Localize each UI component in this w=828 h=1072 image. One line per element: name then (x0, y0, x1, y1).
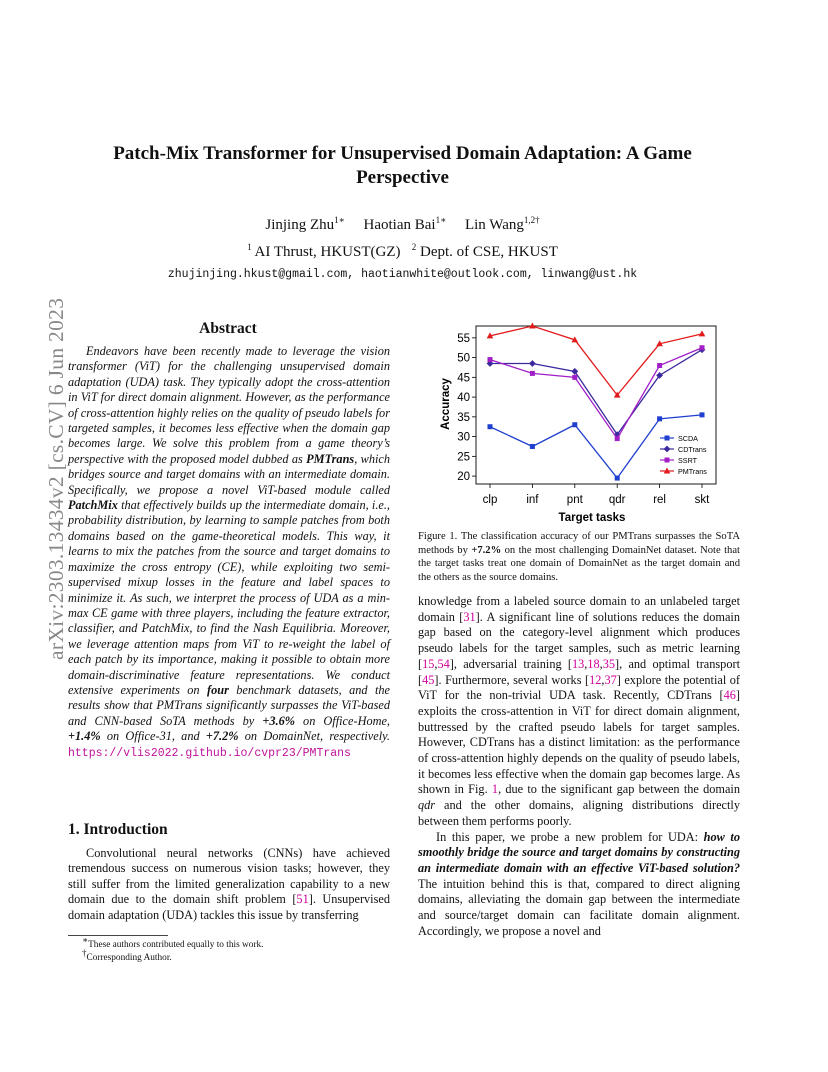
footnotes (68, 934, 390, 965)
y-tick-label: 25 (457, 451, 470, 464)
intro-paragraph: Convolutional neural networks (CNNs) have achieved tremendous success on numerous vision tasks; however, they still suffer from the limited generalization capability to a new domain due to the domain shift problem [51]. Unsupervised domain adaptation (UDA) tackles this issue by transferring (68, 846, 390, 922)
abstract-text-part: , which bridges source and target domains with an intermediate domain. Specifically, we propose a novel ViT-based module called (68, 451, 390, 497)
data-point (529, 323, 536, 329)
y-tick-label: 40 (457, 392, 470, 405)
series-line (490, 415, 702, 478)
author-name: Jinjing Zhu (265, 217, 335, 233)
citation-link[interactable]: 15 (422, 656, 435, 671)
data-point (571, 368, 578, 375)
officehome-gain: +3.6% (262, 713, 295, 728)
legend-marker (665, 458, 670, 463)
abstract-heading: Abstract (199, 320, 257, 337)
qdr-domain: qdr (418, 798, 436, 813)
legend-label: SSRT (678, 456, 698, 465)
footnote: ∗These authors contributed equally to this work. (82, 934, 264, 950)
affiliation: Dept. of CSE, HKUST (419, 244, 558, 260)
data-point (657, 416, 662, 421)
abstract-text-part: benchmark datasets, and the results show that PMTrans significantly surpasses the ViT-based and CNN-based SoTA methods by (68, 682, 390, 728)
author-mark: 1∗ (435, 215, 447, 225)
four-emphasis: four (207, 682, 229, 697)
domainnet-gain: +7.2% (205, 729, 239, 744)
y-axis (457, 333, 476, 483)
legend-label: PMTrans (678, 467, 707, 476)
y-tick-label: 55 (457, 332, 470, 345)
legend-marker (664, 446, 671, 453)
data-point (700, 412, 705, 417)
data-point (572, 422, 577, 427)
citation-link[interactable]: 51 (296, 892, 309, 907)
abstract-text-part: on Office-Home, (294, 713, 391, 728)
office31-gain: +1.4% (68, 729, 101, 744)
data-point (572, 375, 577, 380)
affil-mark: 2 (411, 242, 417, 252)
abstract-text-part: Endeavors have been recently made to leverage the vision transformer (ViT) for the challenging unsupervised domain adaptation (UDA) task. They typically adopt the cross-attention in ViT for direct domain alignment. However, as the performance of cross-attention highly relies on the quality of pseudo labels for targeted samples, it becomes less effective when the domain gap becomes large. We solve this problem from a game theory’s perspective with the proposed model dubbed as (68, 344, 390, 466)
citation-link[interactable]: 45 (422, 672, 435, 687)
data-point (657, 363, 662, 368)
data-point (530, 371, 535, 376)
abstract-text-part: on Office-31, and (100, 729, 206, 744)
accuracy-line-chart (416, 316, 728, 530)
x-tick-label: skt (694, 494, 710, 506)
y-tick-label: 20 (457, 471, 470, 484)
citation-link[interactable]: 46 (723, 688, 736, 703)
author-mark: 1,2† (523, 215, 540, 225)
citation-link[interactable]: 31 (463, 609, 476, 624)
series-line (490, 350, 702, 435)
data-point (699, 330, 706, 336)
arxiv-identifier: arXiv:2303.13434v2 [cs.CV] 6 Jun 2023 (44, 297, 68, 660)
legend-label: SCDA (678, 434, 698, 443)
abstract-text (68, 344, 390, 761)
abstract-text-part: that effectively builds up the intermediate domain, i.e., probability distribution, by learning to sample patches from both domains based on the game-theoretical models. This way, it learns to mix the patches from the source and target domains to maximize the cross entropy (CE), while exploiting two semi-supervised mixup losses in the feature and label spaces to minimize it. As such, we interpret the process of UDA as a min-max CE game with three players, including the feature extractor, classifier, and PatchMix, to find the Nash Equilibria. Moreover, we leverage attention maps from ViT to re-weight the label of each patch by its importance, making it possible to obtain more domain-discriminative feature representations. We conduct extensive experiments on (68, 498, 390, 697)
citation-link[interactable]: 37 (604, 672, 617, 687)
affiliation: AI Thrust, HKUST(GZ) (254, 244, 401, 260)
data-point (615, 436, 620, 441)
figure-reference-link[interactable]: 1 (491, 782, 499, 797)
citation-link[interactable]: 18 (587, 656, 600, 671)
x-axis-label: Target tasks (558, 512, 626, 524)
x-tick-label: pnt (566, 494, 583, 506)
data-point (700, 345, 705, 350)
patchmix-emphasis: PatchMix (68, 498, 118, 513)
author-list (90, 217, 715, 234)
caption-gain: +7.2% (471, 544, 502, 556)
data-point (488, 357, 493, 362)
x-tick-label: rel (653, 494, 666, 506)
x-tick-label: qdr (608, 494, 626, 506)
footnote: †Corresponding Author. (82, 947, 172, 963)
x-tick-label: clp (482, 494, 498, 506)
y-tick-label: 35 (457, 411, 470, 424)
citation-link[interactable]: 12 (589, 672, 602, 687)
y-axis-label: Accuracy (440, 378, 452, 430)
y-tick-label: 45 (457, 372, 470, 385)
author-mark: 1∗ (334, 215, 345, 225)
series-line (490, 348, 702, 439)
citation-link[interactable]: 13 (571, 656, 585, 671)
citation-link[interactable]: 35 (602, 656, 616, 671)
data-point (488, 424, 493, 429)
affiliations (90, 244, 715, 261)
pmtrans-emphasis: PMTrans (306, 451, 355, 466)
legend-label: CDTrans (678, 445, 707, 454)
data-point (615, 476, 620, 481)
abstract-text-part: on DomainNet, respectively. (238, 729, 390, 744)
series-layer (487, 323, 706, 481)
project-link[interactable]: https://vlis2022.github.io/cvpr23/PMTrans (68, 746, 351, 760)
author-emails[interactable]: zhujinjing.hkust@gmail.com, haotianwhite@outlook.com, linwang@ust.hk (167, 268, 638, 281)
x-tick-label: inf (526, 494, 539, 506)
author-name: Lin Wang (464, 217, 524, 233)
x-axis (483, 484, 711, 506)
legend-marker (665, 436, 670, 441)
data-point (530, 444, 535, 449)
research-question: how to smoothly bridge the source and target domains by constructing an intermediate domain with an effective ViT-based solution? (418, 829, 740, 875)
paper-title: Patch-Mix Transformer for Unsupervised Domain Adaptation: A Game Perspective (113, 143, 692, 188)
citation-link[interactable]: 54 (437, 656, 450, 671)
y-tick-label: 30 (457, 431, 470, 444)
figure-caption: Figure 1. The classification accuracy of our PMTrans surpasses the SoTA methods by +7.2% on the most challenging DomainNet dataset. Note that the target tasks treat one domain of DomainNet as the target domain and the others as the source domains. (418, 531, 740, 583)
right-column-text: knowledge from a labeled source domain to an unlabeled target domain [31]. A significant line of solutions reduces the domain gap based on the category-level alignment which produces pseudo labels for the target samples, such as metric learning [15,54], adversarial training [13,18,35], and optimal transport [45]. Furthermore, several works [12,37] explore the potential of ViT for the non-trivial UDA task. Recently, CDTrans [46] exploits the cross-attention in ViT for direct domain alignment, buttressed by the crafted pseudo labels for target samples. However, CDTrans has a distinct limitation: as the performance of cross-attention highly depends on the quality of pseudo labels, it becomes less effective when the domain gap becomes large. As shown in Fig. 1, due to the significant gap between the domain qdr and the other domains, aligning distributions directly between them performs poorly. In this paper, we probe a new problem for UDA: how to smoothly bridge the source and target domains by constructing an intermediate domain with an effective ViT-based solution? The intuition behind this is that, compared to direct aligning domains, alleviating the domain gap between the intermediate and source/target domain can facilitate domain alignment. Accordingly, we propose a novel and (418, 594, 740, 938)
legend (660, 434, 707, 476)
affil-mark: 1 (247, 242, 252, 252)
y-tick-label: 50 (457, 352, 470, 365)
section-heading-introduction: 1. Introduction (68, 821, 168, 838)
author-name: Haotian Bai (363, 217, 436, 233)
data-point (529, 360, 536, 367)
